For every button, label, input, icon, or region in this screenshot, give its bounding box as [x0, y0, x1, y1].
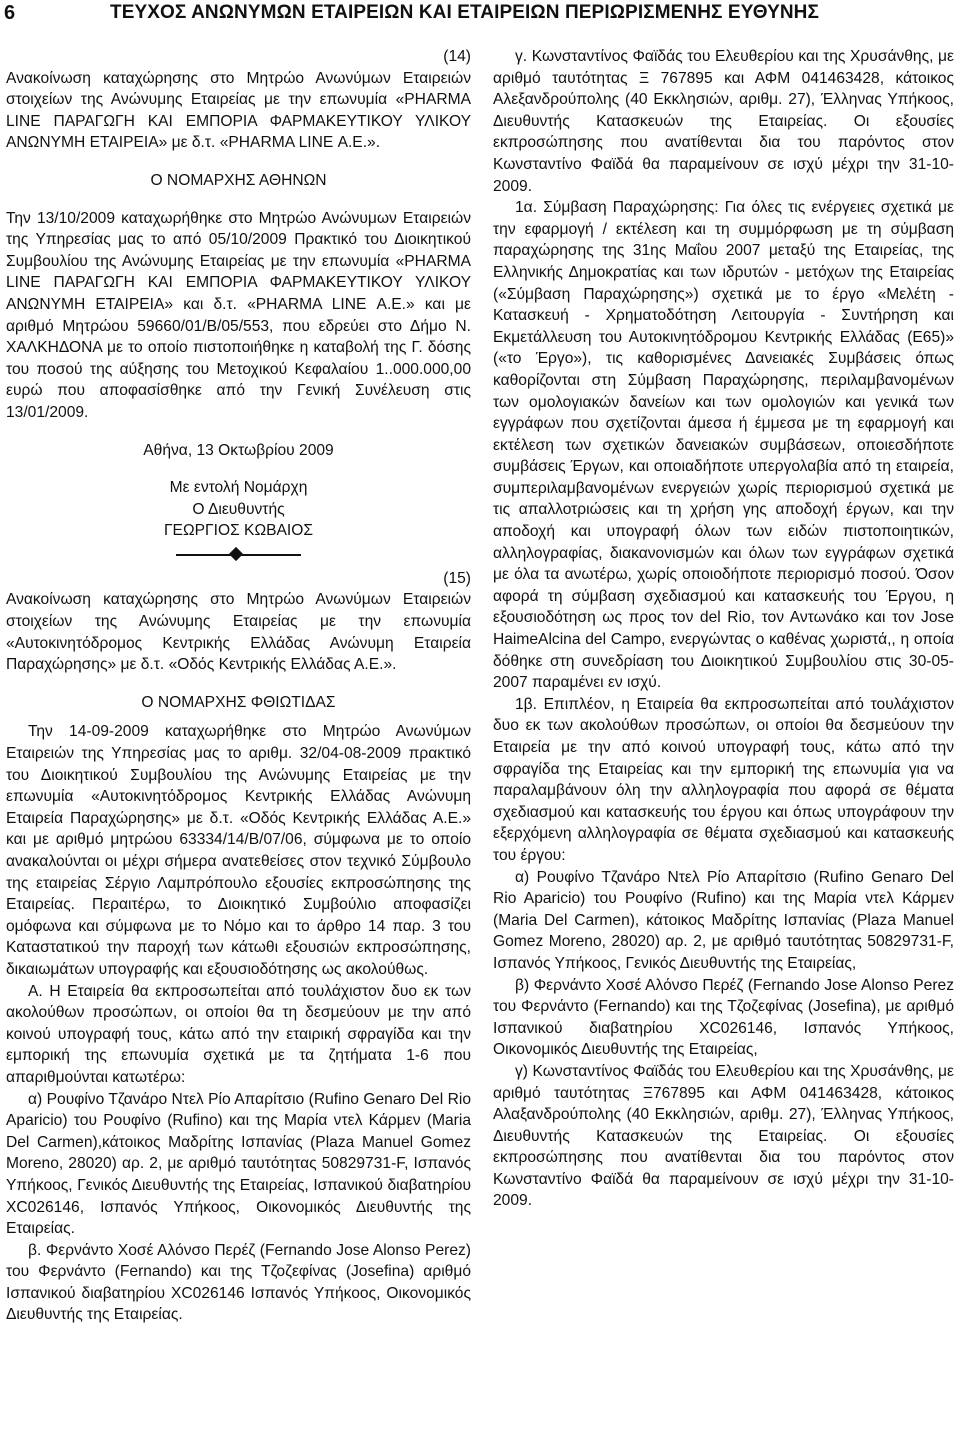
notice-15-clause-1b-person-a: α) Ρουφίνο Τζανάρο Ντελ Ρίο Απαρίτσιο (Rufino Genaro Del Rio Aparicio) του Ρουφίνο (Rufino) και της Μαρία ντελ Κάρμεν (Maria Del Carmen), κάτοικος Μαδρίτης Ισπανίας (Plaza Manuel Gomez Moreno, 28020) αρ. 2, με αριθμό ταυτότητας 50829731-F, Ισπανός Υπήκοος, Γενικός Διευθυντής της Εταιρείας,	[493, 868, 954, 972]
gazette-title: ΤΕΥΧΟΣ ΑΝΩΝΥΜΩΝ ΕΤΑΙΡΕΙΩΝ ΚΑΙ ΕΤΑΙΡΕΙΩΝ ΠΕΡΙΩΡΙΣΜΕΝΗΣ ΕΥΘΥΝΗΣ	[110, 2, 820, 23]
notice-15-clause-1a: 1α. Σύμβαση Παραχώρησης: Για όλες τις ενέργειες σχετικά με την εφαρμογή / εκτέλεση και τη συμμόρφωση με τη σύμβαση παραχώρησης της 31ης Μαΐου 2007 μεταξύ της Εταιρείας, της Ελληνικής Δημοκρατίας και των ιδρυτών - μετόχων της Εταιρείας («Σύμβαση Παραχώρησης») σχετικά με το έργο «Μελέτη - Κατασκευή - Χρηματοδότηση Λειτουργία - Συντήρηση και Εκμετάλλευση του Αυτοκινητόδρομου Κεντρικής Ελλάδας (Ε65)» («το Έργο»), τις καθορισμένες Δανειακές Συμβάσεις όπως καθορίζονται στη Σύμβαση Παραχώρησης, περιλαμβανομένων των ομολογιακών δανείων και των ομολογιών και γενικά των εγγράφων που σχετίζονται άμεσα ή έμμεσα με τη εφαρμογή και εκτέλεση των σχετικών δανειακών συμβάσεων, οποιεσδήποτε συμβάσεις Έργων, και οποιαδήποτε υπεργολαβία από τη εταιρεία, συμπεριλαμβανομένων ενεργειών χωρίς περιορισμού σχετικά με τις απαλλοτριώσεις και τη χρήση γης αποδοχή έργων, και την αποδοχή και υπογραφή όλων των ειδών πιστοποιητικών, αλληλογραφίας, διακανονισμών και όλων των εγγράφων σχετικά με όλα τα ανωτέρω, χωρίς οποιοδήποτε περιορισμό ποσού. Όσον αφορά τη σύμβαση σχεδιασμού και κατασκευής του Έργου, η εξουσιοδότηση ως προς τον del Rio, τον Αντωνάκο και τον Jose HaimeAlcina del Campo, ενεργώντας ο καθένας χωριστά,, η οποία δόθηκε στη συνεδρίαση του Διοικητικού Συμβουλίου στις 30-05-2007 παραμένει εν ισχύ.	[493, 199, 954, 692]
notice-15-section-a-person-c: γ. Κωνσταντίνος Φαϊδάς του Ελευθερίου και της Χρυσάνθης, με αριθμό ταυτότητας Ξ 767895 και ΑΦΜ 041463428, κάτοικος Αλεξανδρούπολης (40 Εκκλησιών, αριθμ. 27), Έλληνας Υπήκοος, Διευθυντής Κατασκευών της Εταιρείας. Οι εξουσίες εκπροσώπησης που ανατίθενται δια του παρόντος στον Κωνσταντίνο Φαϊδά θα παραμείνουν σε ισχύ μέχρι την 31-10-2009.	[493, 48, 954, 195]
right-column	[493, 46, 954, 1212]
notice-14-signature-line-2: Ο Διευθυντής	[192, 500, 285, 518]
notice-15-number: (15)	[443, 569, 471, 587]
notice-15-clause-1b-person-c: γ) Κωνσταντίνος Φαϊδάς του Ελευθερίου και της Χρυσάνθης, με αριθμό ταυτότητας Ξ767895 και ΑΦΜ 041463428, κάτοικος Αλαξανδρούπολης (40 Εκκλησιών, αριθμ. 27), Έλληνας Υπήκοος, Διευθυντής Κατασκευών της Εταιρείας. Οι εξουσίες εκπροσώπησης που ανατίθενται δια του παρόντος στον Κωνσταντίνο Φαϊδά θα παραμείνουν σε ισχύ μέχρι την 31-10-2009.	[493, 1062, 954, 1210]
page-header	[0, 0, 960, 28]
notice-14-number: (14)	[443, 48, 471, 65]
notice-15-section-a-intro: Α. Η Εταιρεία θα εκπροσωπείται από τουλάχιστον δυο εκ των ακολούθων προσώπων, οι οποίοι θα τη δεσμεύουν με την από κοινού υπογραφή τους, κάτω από την εταιρική σφραγίδα και την εμπορική της επωνυμία σχετικά με τα ζητήματα 1-6 που απαριθμούνται κατωτέρω:	[6, 982, 471, 1086]
diamond-ornament-icon	[229, 547, 243, 561]
notice-15-body: Την 14-09-2009 καταχωρήθηκε στο Μητρώο Ανωνύμων Εταιρειών της Υπηρεσίας μας το αριθμ. 32/04-08-2009 πρακτικό του Διοικητικού Συμβουλίου της Ανώνυμης Εταιρείας με την επωνυμία «Αυτοκινητόδρομος Κεντρικής Ελλάδας Ανώνυμη Εταιρεία Παραχώρησης» με δ.τ. «Οδός Κεντρικής Ελλάδας Α.Ε.» και με αριθμό μητρώου 63334/14/Β/07/06, σύμφωνα με το οποίο ανακαλούνται οι μέχρι σήμερα ανατεθείσες στον τεχνικό Σύμβουλο της εταιρείας Σέργιο Λαμπρόπουλο εξουσίες εκπροσώπησης της Εταιρείας. Περαιτέρω, το Διοικητικό Συμβούλιο αποφασίζει ομόφωνα και σύμφωνα με το Νόμο και το άρθρο 14 παρ. 3 του Καταστατικού την παροχή των κάτωθι εξουσιών εκπροσώπησης, δικαιωμάτων υπογραφής και εξουσιοδότησης ως ακολούθως.	[6, 723, 471, 978]
notice-14-place-date: Αθήνα, 13 Οκτωβρίου 2009	[143, 441, 334, 459]
notice-15-section-a-person-a: α) Ρουφίνο Τζανάρο Ντελ Ρίο Απαρίτσιο (Rufino Genaro Del Rio Aparicio) του Ρουφίνο (Rufino) και της Μαρία ντελ Κάρμεν (Maria Del Carmen),κάτοικος Μαδρίτης Ισπανίας (Plaza Manuel Gomez Moreno, 28020) αρ. 2, με αριθμό ταυτότητας 50829731-F, Ισπανός Υπήκοος, Γενικός Διευθυντής της Εταιρείας, Ισπανικού διαβατηρίου XC026146, Ισπανός Υπήκοος, Οικονομικός Διευθυντής της Εταιρείας.	[6, 1090, 471, 1238]
page-number: 6	[4, 2, 16, 24]
notice-14-intro: Ανακοίνωση καταχώρησης στο Μητρώο Ανωνύμων Εταιρειών στοιχείων της Ανώνυμης Εταιρείας με την επωνυμία «PHARMA LINE ΠΑΡΑΓΩΓΗ ΚΑΙ ΕΜΠΟΡΙΑ ΦΑΡΜΑΚΕΥΤΙΚΟΥ ΥΛΙΚΟΥ ΑΝΩΝΥΜΗ ΕΤΑΙΡΕΙΑ» με δ.τ. «PHARMA LINE Α.Ε.».	[6, 69, 471, 152]
notice-14-signatory: ΓΕΩΡΓΙΟΣ ΚΩΒΑΙΟΣ	[163, 522, 314, 540]
notice-15-section-a-person-b: β. Φερνάντο Χοσέ Αλόνσο Περέζ (Fernando Jose Alonso Perez) του Φερνάντο (Fernando) και της Τζοζεφίνας (Josefina) αριθμό Ισπανικού διαβατηρίου XC026146 Ισπανός Υπήκοος, Οικονομικός Διευθυντής της Εταιρείας.	[6, 1241, 471, 1324]
notice-14-body: Την 13/10/2009 καταχωρήθηκε στο Μητρώο Ανώνυμων Εταιρειών της Υπηρεσίας μας το από 05/10/2009 Πρακτικό του Διοικητικού Συμβουλίου της Ανώνυμης Εταιρείας με την επωνυμία «PHARMA LINE ΠΑΡΑΓΩΓΗ ΚΑΙ ΕΜΠΟΡΙΑ ΦΑΡΜΑΚΕΥΤΙΚΟΥ ΥΛΙΚΟΥ ΑΝΩΝΥΜΗ ΕΤΑΙΡΕΙΑ» και δ.τ. «PHARMA LINE Α.Ε.» και με αριθμό Μητρώου 59660/01/Β/05/553, που εδρεύει στο Δήμο Ν. ΧΑΛΚΗΔΟΝΑ με το οποίο πιστοποιήθηκε η καταβολή της Γ. δόσης του ποσού της αύξησης του Μετοχικού Κεφαλαίου 1..000.000,00 ευρώ που αποφασίσθηκε από την Γενική Συνέλευση στις 13/01/2009.	[6, 209, 471, 421]
section-divider	[176, 550, 301, 560]
left-column	[6, 46, 471, 1326]
notice-15-authority: Ο ΝΟΜΑΡΧΗΣ ΦΘΙΩΤΙΔΑΣ	[141, 693, 336, 711]
notice-14-authority: Ο ΝΟΜΑΡΧΗΣ ΑΘΗΝΩΝ	[150, 171, 327, 189]
notice-15-clause-1b: 1β. Επιπλέον, η Εταιρεία θα εκπροσωπείται από τουλάχιστον δυο εκ των ακολούθων προσώπων, οι οποίοι θα δεσμεύουν την Εταιρεία με την από κοινού υπογραφή τους, κάτω από την σφραγίδα της Εταιρείας και την εμπορική της επωνυμία για να παραλαμβάνουν όλη την αλληλογραφία που αφορά σε θέματα σχεδιασμού και κατασκευής του έργου και όπως υπογράφουν την εξερχόμενη αλληλογραφία σε θέματα σχεδιασμού και κατασκευής του έργου:	[493, 695, 954, 864]
notice-14-signature-line-1: Με εντολή Νομάρχη	[169, 479, 308, 497]
notice-15-clause-1b-person-b: β) Φερνάντο Χοσέ Αλόνσο Περέζ (Fernando Jose Alonso Perez του Φερνάντο (Fernando) και της Τζοζεφίνας (Josefina), με αριθμό Ισπανικού διαβατηρίου XC026146, Ισπανός Υπήκοος, Οικονομικός Διευθυντής της Εταιρείας,	[493, 976, 954, 1059]
notice-15-intro: Ανακοίνωση καταχώρησης στο Μητρώο Ανωνύμων Εταιρειών στοιχείων της Ανώνυμης Εταιρείας με την επωνυμία «Αυτοκινητόδρομος Κεντρικής Ελλάδας Ανώνυμη Εταιρεία Παραχώρησης» με δ.τ. «Οδός Κεντρικής Ελλάδας Α.Ε.».	[6, 591, 471, 674]
